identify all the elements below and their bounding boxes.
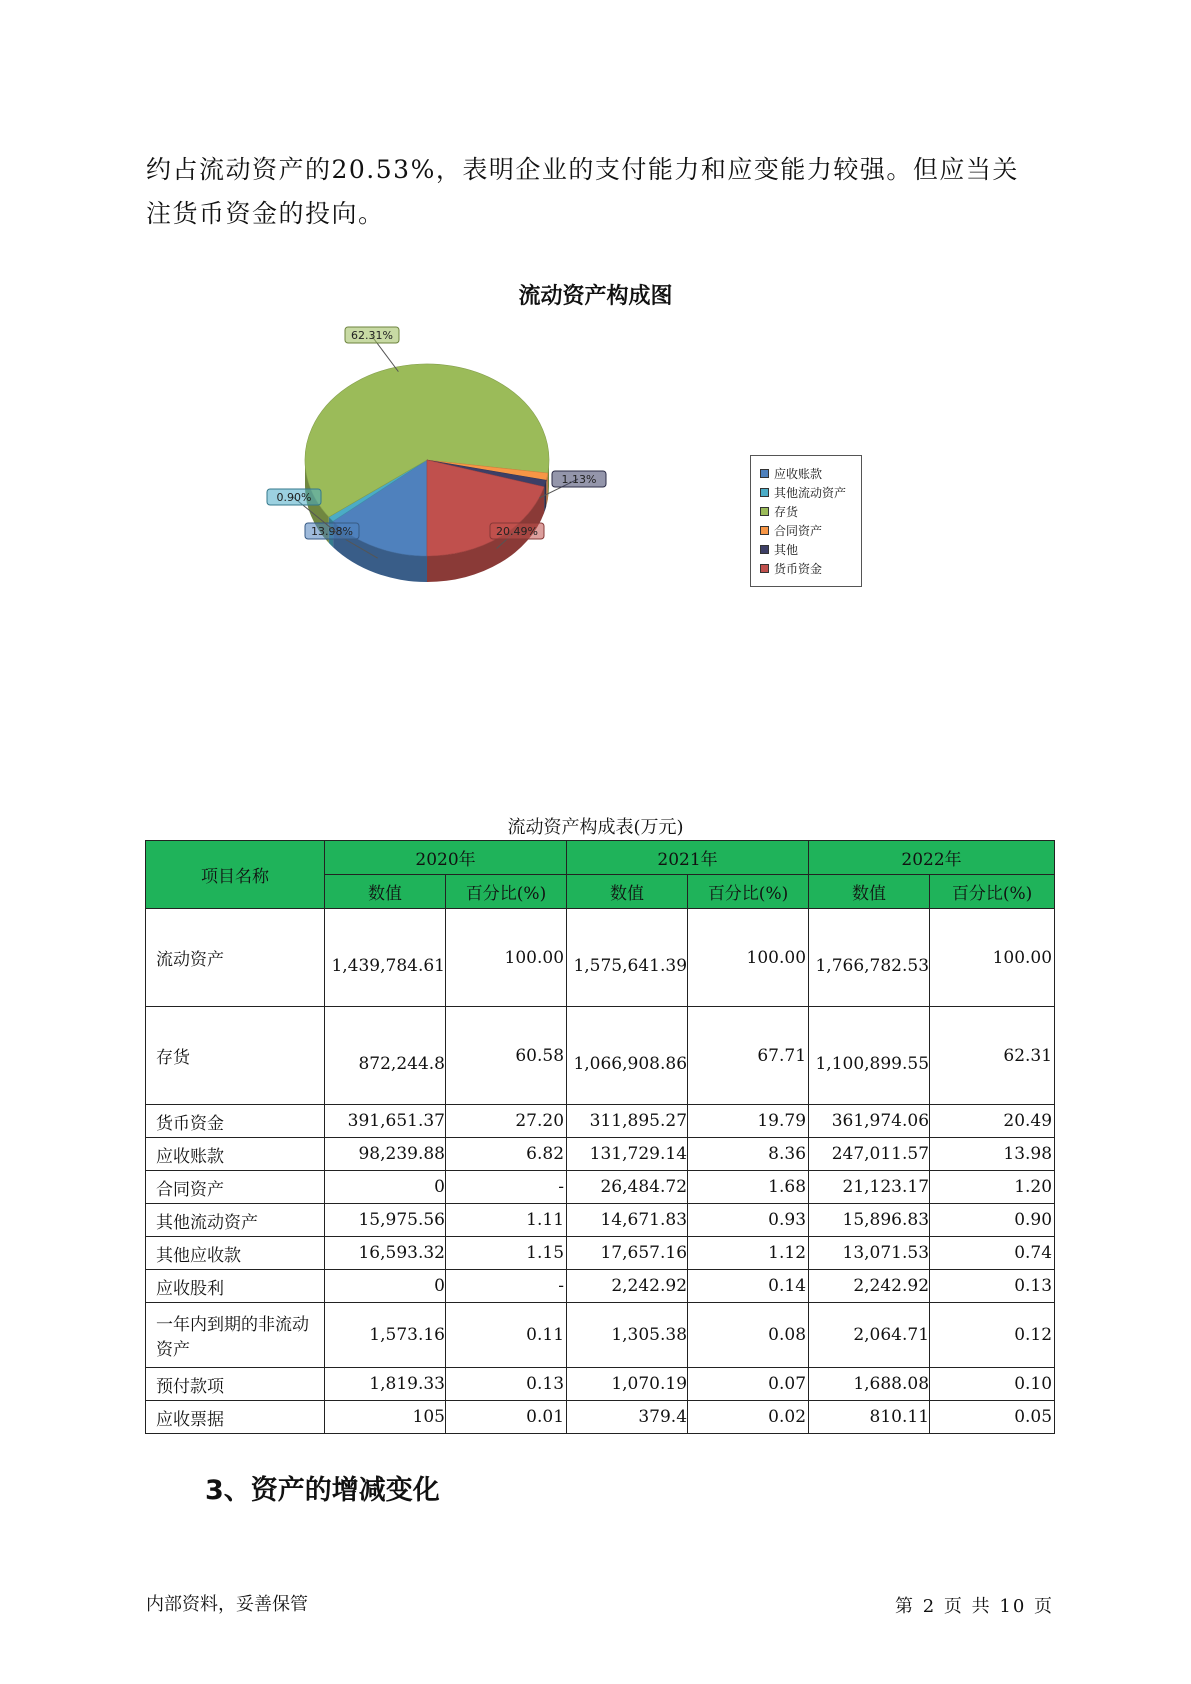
cell-percent: 0.90 [930,1204,1055,1237]
table-row [146,1401,1055,1434]
legend-label: 货币资金 [774,562,823,576]
cell-value [567,1105,688,1138]
pie-data-label: 13.98% [311,525,353,538]
legend-label: 应收账款 [774,467,823,481]
legend-label: 存货 [774,505,799,519]
paragraph-line-2: 注货币资金的投向。 [146,199,385,228]
cell-value-text: 21,123.17 [842,1177,930,1197]
cell-value [325,1204,446,1237]
cell-value-text: 15,896.83 [842,1210,930,1230]
table-row [146,1270,1055,1303]
cell-percent: - [446,1270,567,1303]
cell-value-text: 311,895.27 [589,1111,688,1131]
header-value: 数值 [809,875,930,909]
paragraph-line-1: 约占流动资产的20.53%，表明企业的支付能力和应变能力较强。但应当关 [146,155,1019,184]
cell-value [809,1007,930,1105]
cell-value [325,1368,446,1401]
cell-percent: 27.20 [446,1105,567,1138]
cell-percent: 0.08 [688,1303,809,1368]
cell-percent: 6.82 [446,1138,567,1171]
cell-value-text: 1,573.16 [369,1325,445,1345]
cell-percent: 0.02 [688,1401,809,1434]
cell-value [809,1237,930,1270]
cell-value-text: 1,305.38 [611,1325,688,1345]
cell-value-text: 26,484.72 [600,1177,688,1197]
cell-value-text: 0 [434,1276,445,1296]
cell-percent: 0.13 [930,1270,1055,1303]
cell-value-text: 15,975.56 [358,1210,445,1230]
body-paragraph [146,148,1066,236]
cell-percent: 1.15 [446,1237,567,1270]
cell-value-text: 1,766,782.53 [815,956,930,976]
cell-percent: 62.31 [930,1007,1055,1105]
cell-value-text: 391,651.37 [347,1111,445,1131]
cell-percent: 1.68 [688,1171,809,1204]
footer-page-number: 第 2 页 共 10 页 [895,1596,1054,1617]
legend-item [760,559,861,578]
cell-percent: 67.71 [688,1007,809,1105]
legend-label: 其他 [774,543,799,557]
row-label: 一年内到期的非流动资产 [146,1303,325,1368]
cell-percent: 60.58 [446,1007,567,1105]
cell-percent: 1.12 [688,1237,809,1270]
cell-value [325,1171,446,1204]
cell-value [567,1270,688,1303]
legend-item [760,502,861,521]
legend-item [760,521,861,540]
cell-percent: 13.98 [930,1138,1055,1171]
section-heading: 3、资产的增减变化 [205,1475,440,1506]
row-label: 应收账款 [146,1138,325,1171]
header-percent: 百分比(%) [930,875,1055,909]
table-row [146,1007,1055,1105]
cell-value [325,1237,446,1270]
cell-percent: 0.10 [930,1368,1055,1401]
legend-item [760,464,861,483]
cell-percent: 19.79 [688,1105,809,1138]
cell-value [325,1270,446,1303]
cell-value-text: 105 [412,1407,445,1427]
cell-percent: 0.74 [930,1237,1055,1270]
table-row [146,1105,1055,1138]
cell-value [809,1204,930,1237]
cell-value [809,909,930,1007]
cell-percent: 0.12 [930,1303,1055,1368]
cell-value [809,1368,930,1401]
cell-value [567,1204,688,1237]
cell-value-text: 1,819.33 [369,1374,445,1394]
pie-data-label: 20.49% [496,525,538,538]
header-year-2021: 2021年 [567,841,809,875]
table-row [146,1303,1055,1368]
pie-data-label: 62.31% [351,329,393,342]
cell-value-text: 2,242.92 [853,1276,930,1296]
cell-value [809,1270,930,1303]
table-row [146,1237,1055,1270]
cell-value [567,1171,688,1204]
cell-value [809,1171,930,1204]
current-assets-table [145,840,1055,1434]
header-item-name: 项目名称 [146,841,325,909]
header-value: 数值 [567,875,688,909]
table-row [146,1204,1055,1237]
row-label: 应收股利 [146,1270,325,1303]
cell-value-text: 98,239.88 [358,1144,445,1164]
table-row [146,1171,1055,1204]
cell-value-text: 1,100,899.55 [815,1054,930,1074]
cell-value [567,1007,688,1105]
cell-percent: 0.14 [688,1270,809,1303]
row-label: 其他应收款 [146,1237,325,1270]
cell-percent: 100.00 [930,909,1055,1007]
cell-percent: 20.49 [930,1105,1055,1138]
cell-percent: 0.13 [446,1368,567,1401]
cell-value-text: 1,688.08 [853,1374,930,1394]
table-row [146,909,1055,1007]
legend-item [760,483,861,502]
cell-value-text: 14,671.83 [600,1210,688,1230]
cell-value [325,909,446,1007]
row-label: 预付款项 [146,1368,325,1401]
cell-value [809,1138,930,1171]
cell-value [809,1105,930,1138]
cell-value-text: 361,974.06 [831,1111,930,1131]
cell-value-text: 2,064.71 [853,1325,930,1345]
chart-legend [750,455,862,587]
cell-value-text: 379.4 [638,1407,688,1427]
cell-percent: 0.93 [688,1204,809,1237]
legend-swatch [760,545,769,554]
cell-value [325,1105,446,1138]
cell-value-text: 1,066,908.86 [573,1054,688,1074]
legend-swatch [760,507,769,516]
cell-value [809,1401,930,1434]
header-year-2022: 2022年 [809,841,1055,875]
row-label: 流动资产 [146,909,325,1007]
cell-percent: 8.36 [688,1138,809,1171]
row-label: 应收票据 [146,1401,325,1434]
row-label: 其他流动资产 [146,1204,325,1237]
cell-value-text: 0 [434,1177,445,1197]
footer-confidential: 内部资料，妥善保管 [146,1594,308,1615]
cell-percent: 100.00 [446,909,567,1007]
header-value: 数值 [325,875,446,909]
legend-swatch [760,526,769,535]
legend-swatch [760,564,769,573]
legend-label: 其他流动资产 [774,486,847,500]
cell-value [809,1303,930,1368]
cell-value-text: 2,242.92 [611,1276,688,1296]
pie-chart [240,325,620,595]
row-label: 存货 [146,1007,325,1105]
cell-value [325,1138,446,1171]
pie-data-label: 0.90% [276,491,312,504]
cell-value-text: 131,729.14 [589,1144,688,1164]
cell-percent: 0.01 [446,1401,567,1434]
cell-percent: - [446,1171,567,1204]
cell-value-text: 17,657.16 [600,1243,688,1263]
legend-item [760,540,861,559]
cell-value [567,1368,688,1401]
cell-percent: 1.20 [930,1171,1055,1204]
legend-label: 合同资产 [774,524,823,538]
table-row [146,1138,1055,1171]
cell-value-text: 872,244.8 [358,1054,445,1074]
table-caption: 流动资产构成表(万元) [507,817,684,838]
cell-value-text: 1,439,784.61 [331,956,445,976]
cell-value-text: 810.11 [869,1407,930,1427]
legend-swatch [760,469,769,478]
header-percent: 百分比(%) [446,875,567,909]
cell-value [567,1401,688,1434]
cell-percent: 0.11 [446,1303,567,1368]
cell-value [567,909,688,1007]
cell-percent: 0.05 [930,1401,1055,1434]
cell-value-text: 1,575,641.39 [573,956,688,976]
header-year-2020: 2020年 [325,841,567,875]
cell-value-text: 16,593.32 [358,1243,445,1263]
cell-value [567,1237,688,1270]
chart-title: 流动资产构成图 [518,284,673,309]
cell-percent: 1.11 [446,1204,567,1237]
header-percent: 百分比(%) [688,875,809,909]
cell-value-text: 1,070.19 [611,1374,688,1394]
cell-value-text: 13,071.53 [842,1243,930,1263]
cell-value [325,1303,446,1368]
cell-value-text: 247,011.57 [831,1144,930,1164]
cell-value [567,1138,688,1171]
pie-data-label: 1.13% [561,473,597,486]
legend-swatch [760,488,769,497]
cell-value [325,1007,446,1105]
cell-value [325,1401,446,1434]
cell-percent: 100.00 [688,909,809,1007]
row-label: 货币资金 [146,1105,325,1138]
cell-percent: 0.07 [688,1368,809,1401]
cell-value [567,1303,688,1368]
table-row [146,1368,1055,1401]
row-label: 合同资产 [146,1171,325,1204]
